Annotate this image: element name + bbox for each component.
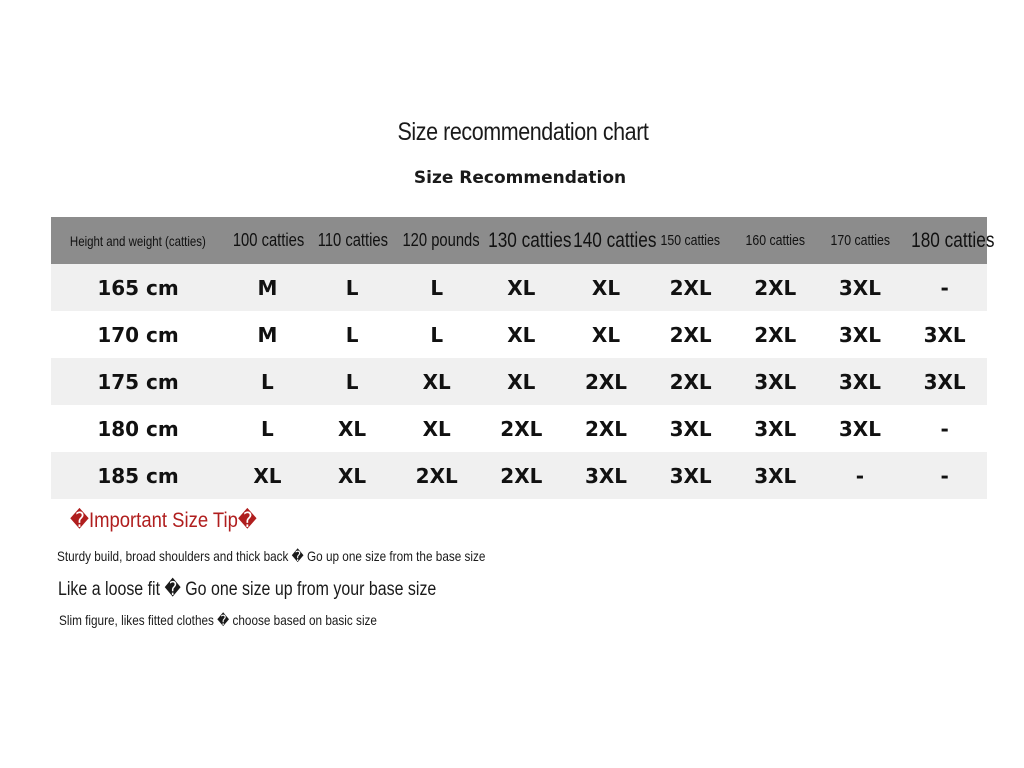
size-cell: 3XL [902, 311, 987, 358]
table-row [51, 405, 987, 452]
size-cell: 3XL [818, 311, 903, 358]
size-cell: XL [564, 311, 649, 358]
table-row [51, 452, 987, 499]
size-tip-slim-figure: Slim figure, likes fitted clothes � choose based on basic size [59, 612, 377, 628]
size-cell: 2XL [479, 452, 564, 499]
height-cell: 175 cm [51, 358, 225, 405]
header-cell: 140 catties [564, 217, 649, 264]
height-cell: 165 cm [51, 264, 225, 311]
size-cell: XL [564, 264, 649, 311]
size-tip-heading: �Important Size Tip� [70, 509, 257, 532]
size-cell: 3XL [733, 452, 818, 499]
size-cell: L [310, 311, 395, 358]
size-cell: L [225, 405, 310, 452]
size-cell: M [225, 264, 310, 311]
header-cell: 160 catties [733, 217, 818, 264]
table-row [51, 311, 987, 358]
size-cell: XL [394, 405, 479, 452]
header-cell: 120 pounds [394, 217, 479, 264]
size-cell: - [902, 452, 987, 499]
page-title: Size recommendation chart [397, 118, 649, 146]
size-cell: 2XL [733, 264, 818, 311]
header-cell: 130 catties [479, 217, 564, 264]
header-cell: 180 catties [902, 217, 987, 264]
size-cell: L [394, 264, 479, 311]
size-cell: XL [310, 452, 395, 499]
height-cell: 180 cm [51, 405, 225, 452]
page-subtitle: Size Recommendation [413, 168, 627, 188]
size-tip-sturdy-build: Sturdy build, broad shoulders and thick back � Go up one size from the base size [57, 548, 486, 564]
size-table [51, 217, 995, 499]
size-cell: L [394, 311, 479, 358]
size-cell: XL [479, 264, 564, 311]
size-cell: XL [225, 452, 310, 499]
table-row [51, 264, 987, 311]
header-cell: 110 catties [310, 217, 395, 264]
size-cell: 3XL [648, 452, 733, 499]
table-header-row [51, 217, 987, 264]
size-cell: 3XL [733, 358, 818, 405]
height-cell: 185 cm [51, 452, 225, 499]
size-cell: XL [394, 358, 479, 405]
size-cell: 2XL [394, 452, 479, 499]
size-cell: 2XL [648, 264, 733, 311]
size-cell: XL [479, 358, 564, 405]
size-cell: 2XL [479, 405, 564, 452]
size-cell: 2XL [564, 358, 649, 405]
size-cell: - [902, 264, 987, 311]
size-cell: L [310, 358, 395, 405]
height-cell: 170 cm [51, 311, 225, 358]
size-cell: 3XL [902, 358, 987, 405]
size-cell: 2XL [564, 405, 649, 452]
size-cell: 3XL [648, 405, 733, 452]
size-cell: XL [310, 405, 395, 452]
table-row [51, 358, 987, 405]
size-cell: L [310, 264, 395, 311]
size-cell: 2XL [648, 358, 733, 405]
header-cell: Height and weight (catties) [51, 217, 225, 264]
header-cell: 150 catties [648, 217, 733, 264]
size-cell: 2XL [733, 311, 818, 358]
size-cell: 3XL [733, 405, 818, 452]
size-cell: M [225, 311, 310, 358]
header-cell: 170 catties [818, 217, 903, 264]
size-cell: 3XL [564, 452, 649, 499]
size-cell: 3XL [818, 264, 903, 311]
size-cell: L [225, 358, 310, 405]
size-cell: 2XL [648, 311, 733, 358]
header-cell: 100 catties [225, 217, 310, 264]
size-tip-loose-fit: Like a loose fit � Go one size up from your base size [58, 579, 437, 600]
size-cell: 3XL [818, 358, 903, 405]
size-cell: - [902, 405, 987, 452]
size-cell: - [818, 452, 903, 499]
size-cell: XL [479, 311, 564, 358]
size-cell: 3XL [818, 405, 903, 452]
